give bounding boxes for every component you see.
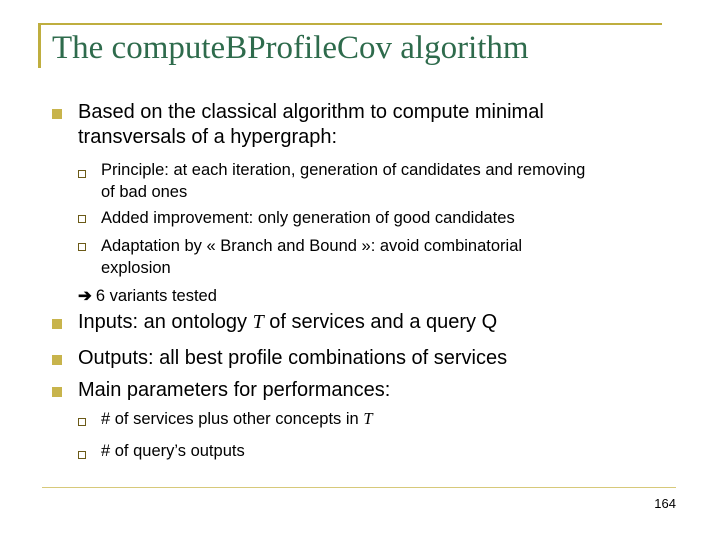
sub-bullet-2: Added improvement: only generation of good candidates: [101, 209, 515, 227]
sub-bullet-1-line-2: of bad ones: [101, 183, 188, 201]
ontology-symbol: T: [363, 409, 373, 428]
sub-bullet-3-line-1: Adaptation by « Branch and Bound »: avoid combinatorial: [101, 237, 523, 255]
bullet-2: [78, 310, 497, 335]
sub-bullet-4-1: [101, 408, 373, 430]
right-arrow-icon: ➔: [78, 287, 92, 305]
bullet-1-line-2: transversals of a hypergraph:: [78, 126, 338, 148]
sub-bullet-3-line-2: explosion: [101, 259, 171, 277]
sub-bullet-icon: [78, 418, 86, 426]
sub-bullet-1-line-1: Principle: at each iteration, generation of candidates and removing: [101, 161, 586, 179]
slide-title: The computeBProfileCov algorithm: [52, 30, 529, 66]
bullet-2-text-start: Inputs: an ontology: [78, 311, 253, 333]
bullet-square-icon: [52, 355, 62, 365]
sub-bullet-icon: [78, 215, 86, 223]
sub-bullet-4-2: # of query’s outputs: [101, 442, 245, 460]
bottom-rule: [42, 487, 676, 488]
bullet-square-icon: [52, 387, 62, 397]
sub-bullet-icon: [78, 243, 86, 251]
arrow-note: [78, 285, 217, 307]
bullet-3: Outputs: all best profile combinations of services: [78, 347, 508, 369]
sub-bullet-icon: [78, 170, 86, 178]
left-rule: [38, 23, 41, 68]
bullet-1-line-1: Based on the classical algorithm to compute minimal: [78, 101, 544, 123]
arrow-note-text: 6 variants tested: [95, 287, 217, 305]
bullet-square-icon: [52, 109, 62, 119]
sub-bullet-icon: [78, 451, 86, 459]
bullet-4: Main parameters for performances:: [78, 379, 391, 401]
top-rule: [38, 23, 662, 25]
bullet-square-icon: [52, 319, 62, 329]
page-number: 164: [654, 496, 676, 511]
ontology-symbol: T: [252, 311, 264, 333]
bullet-2-text-end: of services and a query Q: [263, 311, 498, 333]
sub-bullet-4-1-text: # of services plus other concepts in: [101, 410, 364, 428]
